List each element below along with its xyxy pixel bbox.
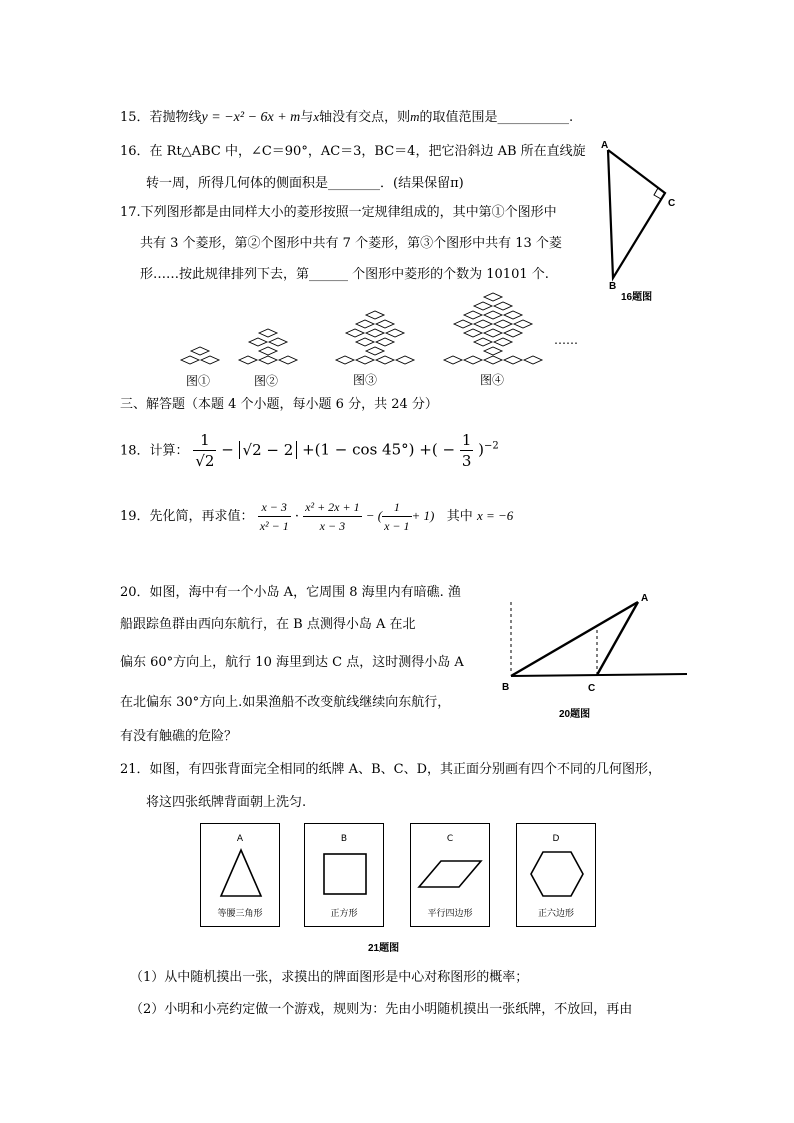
q19-condval: x = −6 — [476, 508, 514, 523]
fig20-course — [511, 674, 687, 676]
rhombus-4 — [474, 320, 492, 328]
rhombus-2 — [269, 338, 287, 346]
parallelogram-shape — [417, 858, 485, 890]
rhombus-3 — [386, 329, 404, 337]
fig17-label-2: 图② — [254, 374, 279, 388]
q18-frac1-num: 1 — [193, 430, 216, 451]
q18-neg: − — [442, 440, 456, 459]
rhombus-3 — [356, 320, 374, 328]
rhombus-3 — [376, 338, 394, 346]
q15-line — [120, 108, 573, 127]
rhombus-4 — [484, 347, 502, 355]
q15-prefix: 15．若抛物线 — [120, 110, 202, 125]
q19-plus: + 1) — [411, 508, 435, 523]
rhombus-3 — [336, 356, 354, 364]
fig16-triangle — [608, 150, 665, 278]
q18-abs: √2 − 2 — [239, 441, 298, 459]
fig20-caption: 20题图 — [559, 709, 591, 720]
rhombus-3 — [356, 338, 374, 346]
q19-frac2-den: x − 3 — [319, 519, 346, 533]
rhombus-3 — [396, 356, 414, 364]
q17-line2: 共有 3 个菱形，第②个图形中共有 7 个菱形，第③个图形中共有 13 个菱 — [140, 236, 562, 251]
q19-frac1-den: x² − 1 — [259, 519, 289, 533]
rhombus-4 — [494, 302, 512, 310]
q19-frac2 — [303, 498, 361, 535]
rhombus-3 — [346, 329, 364, 337]
rhombus-4 — [474, 302, 492, 310]
rhombus-4 — [484, 329, 502, 337]
card-c — [410, 823, 490, 927]
q20-line4: 在北偏东 30°方向上.如果渔船不改变航线继续向东航行， — [120, 695, 451, 710]
square-shape — [322, 852, 368, 896]
card-c-name: 平行四边形 — [427, 909, 473, 919]
q15-mid: 与 — [300, 110, 314, 125]
q18-frac1-den: √2 — [195, 452, 215, 470]
rhombus-4 — [464, 329, 482, 337]
q18-frac2-den: 3 — [461, 452, 472, 470]
rhombus-4 — [524, 356, 542, 364]
q15-blank: ___________. — [497, 110, 574, 125]
q16-line2: 转一周，所得几何体的侧面积是________．(结果保留π) — [146, 176, 464, 191]
q18-frac1 — [193, 430, 216, 471]
q20-line5: 有没有触礁的危险？ — [120, 729, 238, 744]
q18-line: 18．计算： $\frac{1}{√2}$ − √2 − 2 +(1 − cos 45°) +( − $\frac{1}{3}$ )$^{-2}$ — [120, 431, 499, 470]
q19-line — [120, 498, 513, 535]
section3-heading: 三、解答题（本题 4 个小题，每小题 6 分，共 24 分） — [120, 397, 438, 412]
fig17-label-1: 图① — [186, 374, 211, 388]
rhombus-4 — [474, 338, 492, 346]
q21-line2: 将这四张纸牌背面朝上洗匀. — [146, 795, 307, 810]
card-c-letter: C — [446, 834, 454, 844]
q19-frac1-num: x − 3 — [258, 498, 291, 517]
rhombus-2 — [259, 356, 277, 364]
q19-dot: · — [294, 509, 299, 524]
rhombus-4 — [464, 356, 482, 364]
rhombus-1 — [181, 356, 199, 364]
fig16-label-b: B — [609, 281, 617, 292]
q15-formula: y = −x² − 6x + m — [201, 110, 301, 125]
q18-exp: −2 — [484, 440, 499, 452]
q21-line1: 21．如图，有四张背面完全相同的纸牌 A、B、C、D，其正面分别画有四个不同的几何图形， — [120, 762, 661, 777]
rhombus-4 — [514, 320, 532, 328]
q19-minus: − ( — [365, 508, 383, 523]
q19-frac3-den: x − 1 — [384, 519, 410, 533]
figure-16 — [595, 138, 675, 308]
q20-line3: 偏东 60°方向上，航行 10 海里到达 C 点，这时测得小岛 A — [120, 655, 464, 670]
hexagon-shape — [529, 850, 585, 898]
q21-sub2: （2）小明和小亮约定做一个游戏，规则为：先由小明随机摸出一张纸牌，不放回，再由 — [130, 1002, 633, 1017]
rhombus-4 — [504, 356, 522, 364]
rhombus-2 — [259, 329, 277, 337]
fig16-label-a: A — [601, 140, 609, 151]
rhombus-3 — [376, 356, 394, 364]
q18-prefix: 18．计算： — [120, 443, 189, 459]
rhombus-3 — [366, 311, 384, 319]
rhombus-4 — [494, 320, 512, 328]
rhombus-4 — [444, 356, 462, 364]
rhombus-4 — [504, 311, 522, 319]
rhombus-4 — [484, 311, 502, 319]
fig21-caption: 21题图 — [368, 943, 400, 954]
q18-close: ) — [478, 440, 484, 459]
card-b — [304, 823, 384, 927]
figure-17 — [170, 288, 610, 388]
triangle-shape — [217, 848, 265, 898]
q19-prefix: 19．先化简，再求值： — [120, 509, 254, 524]
fig20-label-b: B — [502, 682, 510, 693]
fig16-caption: 16题图 — [621, 292, 653, 303]
card-a — [200, 823, 280, 927]
rhombus-2 — [239, 356, 257, 364]
card-b-letter: B — [340, 834, 348, 844]
q18-part2: +(1 − cos 45°) +( — [302, 440, 438, 459]
fig20-label-a: A — [641, 593, 649, 604]
rhombus-3 — [376, 320, 394, 328]
q17-line1: 17.下列图形都是由同样大小的菱形按照一定规律组成的，其中第①个图形中 — [120, 205, 557, 220]
rhombus-2 — [249, 338, 267, 346]
card-d-letter: D — [552, 834, 560, 844]
q19-frac2-num: x² + 2x + 1 — [303, 498, 361, 517]
rhombus-4 — [464, 311, 482, 319]
q20-line1: 20．如图，海中有一个小岛 A，它周围 8 海里内有暗礁. 渔 — [120, 585, 461, 600]
rhombus-2 — [259, 347, 277, 355]
q15-x: x — [313, 109, 320, 124]
q19-frac3 — [382, 498, 411, 535]
q19-frac1 — [258, 498, 291, 535]
card-a-name: 等腰三角形 — [217, 909, 263, 919]
card-d — [516, 823, 596, 927]
card-b-name: 正方形 — [330, 909, 358, 919]
fig20-label-c: C — [588, 683, 596, 694]
q18-frac2 — [460, 430, 474, 471]
q20-line2: 船跟踪鱼群由西向东航行，在 B 点测得小岛 A 在北 — [120, 617, 416, 632]
q15-m: m — [410, 109, 420, 124]
rhombus-4 — [494, 338, 512, 346]
rhombus-3 — [366, 347, 384, 355]
card-d-name: 正六边形 — [537, 909, 574, 919]
q15-suffix: 的取值范围是 — [419, 110, 498, 125]
card-a-letter: A — [236, 834, 244, 844]
q19-frac3-num: 1 — [382, 498, 411, 517]
rhombus-1 — [191, 347, 209, 355]
rhombus-4 — [484, 356, 502, 364]
figure-20 — [495, 580, 695, 725]
rhombus-3 — [356, 356, 374, 364]
rhombus-2 — [279, 356, 297, 364]
q16-line1: 16．在 Rt△ABC 中，∠C＝90°，AC＝3，BC＝4，把它沿斜边 AB 所在直线旋 — [120, 144, 586, 159]
fig20-ba — [511, 602, 638, 676]
rhombus-3 — [366, 329, 384, 337]
q19-cond: 其中 — [446, 509, 473, 524]
fig16-label-c: C — [668, 198, 675, 209]
rhombus-4 — [484, 293, 502, 301]
fig17-label-4: 图④ — [480, 373, 505, 387]
rhombus-4 — [454, 320, 472, 328]
rhombus-4 — [504, 329, 522, 337]
fig17-shapes — [181, 293, 542, 364]
fig17-dots: …… — [554, 333, 578, 347]
q17-line3: 形……按此规律排列下去，第______ 个图形中菱形的个数为 10101 个. — [140, 267, 549, 282]
fig17-label-3: 图③ — [353, 373, 378, 387]
q15-mid2: 轴没有交点，则 — [319, 110, 411, 125]
q21-sub1: （1）从中随机摸出一张，求摸出的牌面图形是中心对称图形的概率； — [130, 970, 529, 985]
q18-frac2-num: 1 — [461, 431, 472, 449]
rhombus-1 — [201, 356, 219, 364]
